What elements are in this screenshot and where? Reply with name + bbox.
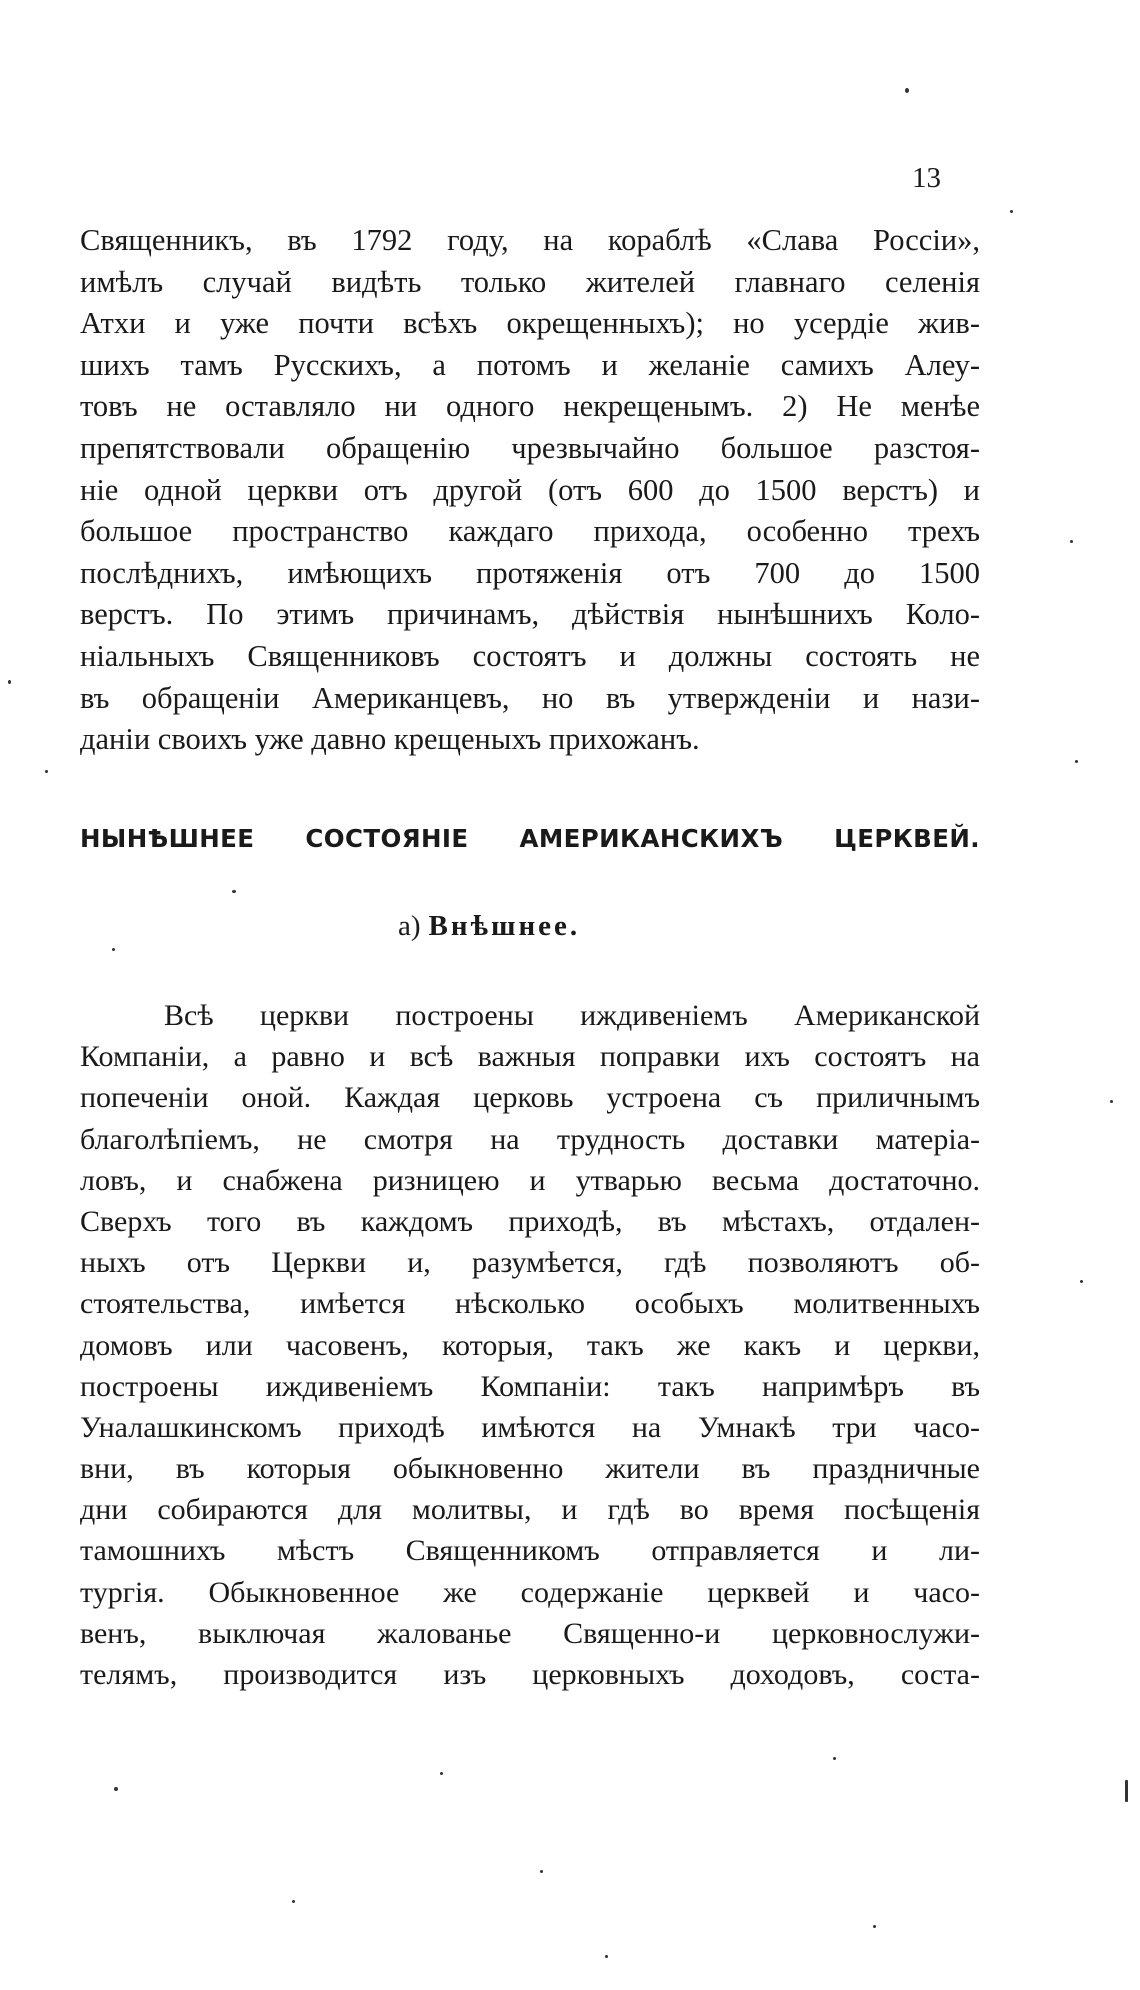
text-line: стоятельства, имѣется нѣсколько особыхъ молитвенныхъ	[80, 1287, 980, 1321]
text-line: большое пространство каждаго прихода, особенно трехъ	[80, 514, 980, 549]
scan-speck	[1110, 1100, 1113, 1103]
text-line: благолѣпіемъ, не смотря на трудность доставки матеріа-	[80, 1122, 980, 1156]
scan-speck	[114, 1787, 118, 1791]
text-line: Всѣ церкви построены иждивеніемъ Американской	[164, 999, 980, 1032]
text-line: товъ не оставляло ни одного некрещенымъ. 2) Не менѣе	[80, 389, 980, 424]
text-line: дни собираются для молитвы, и гдѣ во время посѣщенія	[80, 1493, 980, 1527]
text-line: имѣлъ случай видѣть только жителей главнаго селенія	[80, 264, 980, 299]
scan-speck	[232, 890, 236, 893]
scan-speck	[292, 1900, 295, 1903]
scan-speck	[8, 680, 11, 684]
text-line: шихъ тамъ Русскихъ, а потомъ и желаніе самихъ Алеу-	[80, 347, 980, 382]
text-line: домовъ или часовенъ, которыя, такъ же какъ и церкви,	[80, 1328, 980, 1362]
text-line: тургія. Обыкновенное же содержаніе церквей и часо-	[80, 1575, 980, 1609]
text-line: даніи своихъ уже давно крещеныхъ прихожанъ.	[80, 722, 700, 757]
text-line: въ обращеніи Американцевъ, но въ утвержденіи и нази-	[80, 680, 980, 715]
scan-speck	[1070, 540, 1073, 543]
scan-speck	[440, 1772, 443, 1775]
text-line: Уналашкинскомъ приходѣ имѣются на Умнакѣ три часо-	[80, 1410, 980, 1444]
text-line: Сверхъ того въ каждомъ приходѣ, въ мѣстахъ, отдален-	[80, 1204, 980, 1238]
text-line: телямъ, производится изъ церковныхъ доходовъ, соста-	[80, 1658, 980, 1691]
scan-speck	[905, 88, 909, 93]
text-line: тамошнихъ мѣстъ Священникомъ отправляется и ли-	[80, 1534, 980, 1568]
text-line: препятствовали обращенію чрезвычайно большое разстоя-	[80, 430, 980, 465]
paragraph-1	[80, 220, 980, 761]
scan-speck	[540, 1870, 543, 1873]
scan-speck	[1125, 1780, 1128, 1802]
text-line: попеченіи оной. Каждая церковь устроена съ приличнымъ	[80, 1081, 980, 1115]
scan-speck	[1010, 210, 1013, 213]
text-line: ловъ, и снабжена ризницею и утварью весьма достаточно.	[80, 1163, 980, 1197]
scan-speck	[1075, 760, 1078, 763]
scan-speck	[45, 770, 48, 773]
text-line: Священникъ, въ 1792 году, на кораблѣ «Слава Россіи»,	[80, 223, 980, 257]
text-line: построены иждивеніемъ Компаніи: такъ напримѣръ въ	[80, 1369, 980, 1403]
text-line: верстъ. По этимъ причинамъ, дѣйствія нынѣшнихъ Коло-	[80, 597, 980, 632]
text-line: вни, въ которыя обыкновенно жители въ праздничные	[80, 1452, 980, 1486]
text-line: ніальныхъ Священниковъ состоятъ и должны состоять не	[80, 638, 980, 673]
text-line: ніе одной церкви отъ другой (отъ 600 до 1500 верстъ) и	[80, 472, 980, 507]
paragraph-2	[80, 995, 980, 1695]
scan-speck	[1080, 1280, 1083, 1283]
subsection-heading	[398, 910, 580, 943]
scan-speck	[873, 1925, 876, 1928]
subsection-marker: а)	[398, 910, 421, 942]
section-heading: НЫНѢШНЕЕ СОСТОЯНІЕ АМЕРИКАНСКИХЪ ЦЕРКВЕЙ.	[80, 824, 980, 853]
text-line: Компаніи, а равно и всѣ важныя поправки ихъ состоятъ на	[80, 1040, 980, 1074]
text-line: ныхъ отъ Церкви и, разумѣется, гдѣ позволяютъ об-	[80, 1246, 980, 1280]
scan-speck	[605, 1955, 608, 1958]
text-line: Атхи и уже почти всѣхъ окрещенныхъ); но усердіе жив-	[80, 306, 980, 341]
text-line: послѣднихъ, имѣющихъ протяженія отъ 700 до 1500	[80, 555, 980, 590]
scan-speck	[833, 1757, 836, 1760]
scan-speck	[112, 948, 115, 951]
text-line: венъ, выключая жалованье Священно-и церковнослужи-	[80, 1616, 980, 1650]
page-number: 13	[912, 162, 941, 194]
subsection-title: Внѣшнее.	[428, 910, 581, 942]
